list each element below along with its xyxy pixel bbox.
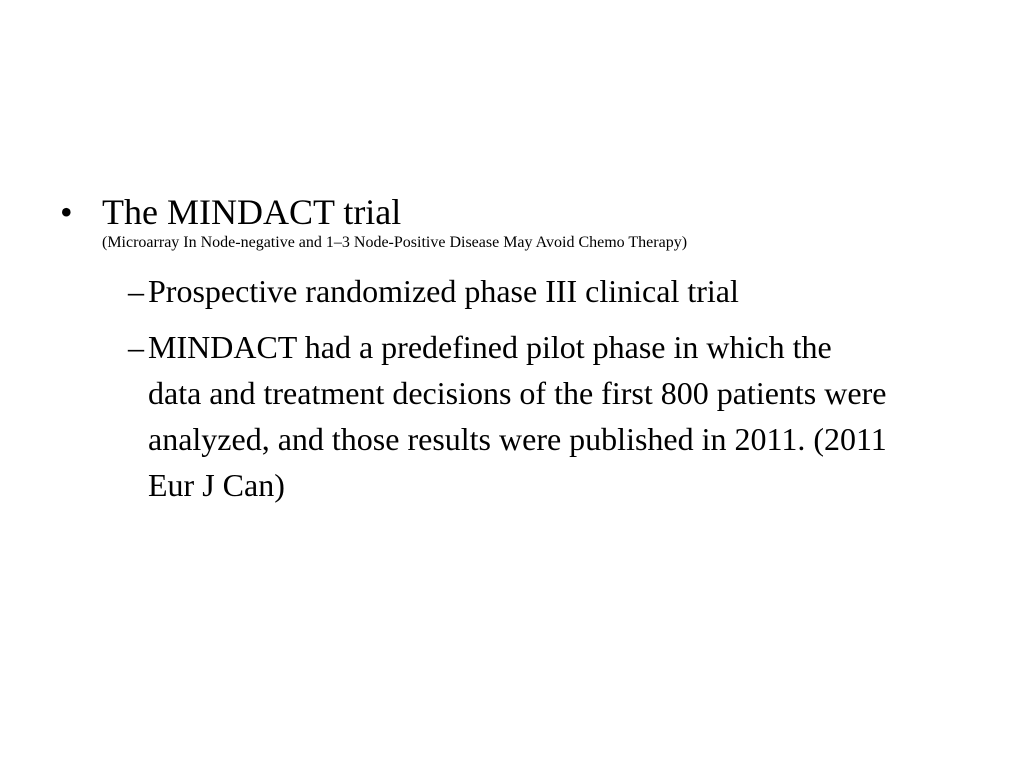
sub-bullet-text: Prospective randomized phase III clinical trial: [148, 273, 739, 309]
sub-bullet-marker: –: [128, 329, 144, 365]
sub-bullet-list: [128, 268, 960, 508]
sub-bullet-pilot-phase: [128, 324, 888, 508]
bullet-marker: •: [60, 192, 73, 232]
slide-content: [60, 186, 960, 518]
bullet-heading: The MINDACT trial: [102, 192, 402, 232]
sub-bullet-design: [128, 268, 888, 314]
bullet-subtitle: (Microarray In Node-negative and 1–3 Node-Positive Disease May Avoid Chemo Therapy): [102, 234, 688, 251]
sub-bullet-marker: –: [128, 273, 144, 309]
bullet-mindact-trial: [60, 186, 960, 252]
sub-bullet-text: MINDACT had a predefined pilot phase in which the data and treatment decisions of the first 800 patients were analyzed, and those results were published in 2011. (2011 Eur J Can): [148, 329, 887, 503]
